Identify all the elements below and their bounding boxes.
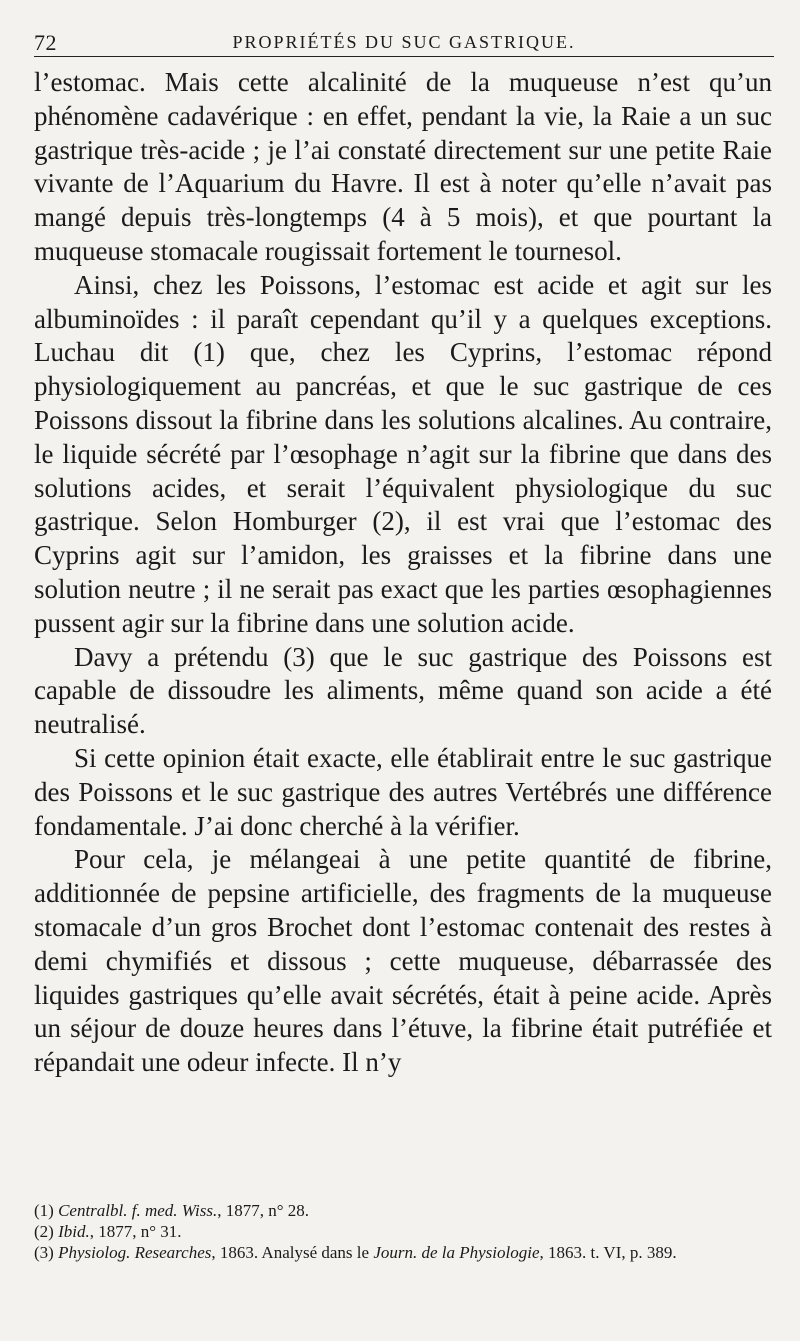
footnote-source: Journ. de la Physiologie [373,1243,540,1262]
footnote [34,1242,774,1263]
footnote [34,1221,774,1242]
footnote-text: , 1877, n° 31. [89,1222,182,1241]
footnote-text: , 1877, n° 28. [217,1201,310,1220]
footnote-mark: (3) [34,1243,54,1262]
footnotes [34,1200,774,1263]
paragraph: Si cette opinion était exacte, elle établirait entre le suc gastrique des Poissons et le suc gastrique des autres Vertébrés une différence fondamentale. J’ai donc cherché à la vérifier. [34,742,772,841]
footnote-mark: (2) [34,1222,54,1241]
footnote-source: Ibid. [58,1222,90,1241]
paragraph: Ainsi, chez les Poissons, l’estomac est acide et agit sur les albuminoïdes : il paraît cependant qu’il y a quelques exceptions. Luchau dit (1) que, chez les Cyprins, l’estomac répond physiologiquement au pancréas, et que le suc gastrique de ces Poissons dissout la fibrine dans les solutions alcalines. Au contraire, le liquide sécrété par l’œsophage n’agit sur la fibrine que dans des solutions acides, et serait l’équivalent physiologique du suc gastrique. Selon Homburger (2), il est vrai que l’estomac des Cyprins agit sur l’amidon, les graisses et la fibrine dans une solution neutre ; il ne serait pas exact que les parties œsophagiennes pussent agir sur la fibrine dans une solution acide. [34,269,772,638]
footnote-mark: (1) [34,1201,54,1220]
running-title: PROPRIÉTÉS DU SUC GASTRIQUE. [232,32,576,52]
body-text [34,66,772,1080]
footnote [34,1200,774,1221]
footnote-text: , 1863. t. VI, p. 389. [539,1243,677,1262]
footnote-text: , 1863. Analysé dans le [211,1243,374,1262]
paragraph: Davy a prétendu (3) que le suc gastrique des Poissons est capable de dissoudre les aliments, même quand son acide a été neutralisé. [34,641,772,740]
paragraph: l’estomac. Mais cette alcalinité de la muqueuse n’est qu’un phénomène cadavérique : en effet, pendant la vie, la Raie a un suc gastrique très-acide ; je l’ai constaté directement sur une petite Raie vivante de l’Aquarium du Havre. Il est à noter qu’elle n’avait pas mangé depuis très-longtemps (4 à 5 mois), et que pourtant la muqueuse stomacale rougissait fortement le tournesol. [34,67,772,266]
footnote-source: Physiolog. Researches [58,1243,212,1262]
page-header [34,30,774,57]
page-number: 72 [34,30,57,55]
paragraph: Pour cela, je mélangeai à une petite quantité de fibrine, additionnée de pepsine artificielle, des fragments de la muqueuse stomacale d’un gros Brochet dont l’estomac contenait des restes à demi chymifiés et dissous ; cette muqueuse, débarrassée des liquides gastriques qu’elle avait sécrétés, était à peine acide. Après un séjour de douze heures dans l’étuve, la fibrine était putréfiée et répandait une odeur infecte. Il n’y [34,844,772,1078]
footnote-source: Centralbl. f. med. Wiss. [58,1201,218,1220]
